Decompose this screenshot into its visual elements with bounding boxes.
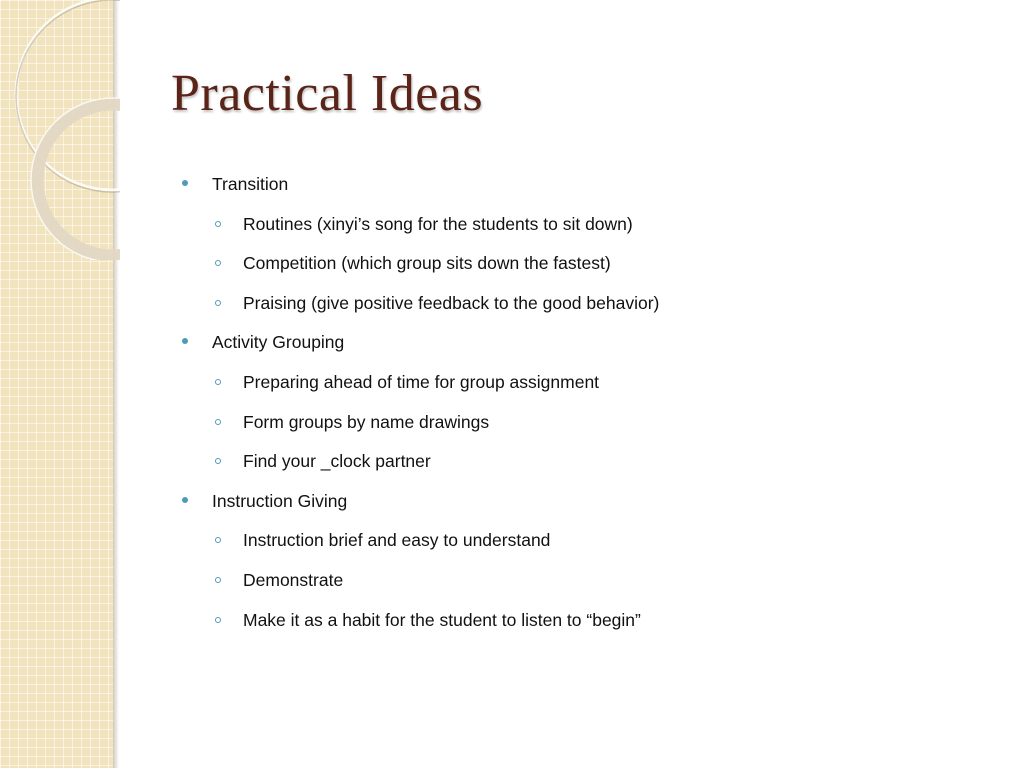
sub-bullet-item	[180, 250, 980, 290]
bullet-ring-icon	[215, 260, 221, 266]
bullet-text: Form groups by name drawings	[243, 411, 490, 432]
decorative-ring-small	[37, 104, 120, 256]
bullet-ring-icon	[215, 458, 221, 464]
decorative-ring-large-shadow	[16, 0, 120, 192]
bullet-text: Instruction Giving	[212, 490, 348, 511]
bullet-ring-icon	[215, 221, 221, 227]
bullet-text: Activity Grouping	[212, 332, 345, 353]
bullet-ring-icon	[215, 617, 221, 623]
bullet-text: Praising (give positive feedback to the good behavior)	[243, 292, 660, 313]
bullet-text: Make it as a habit for the student to listen to “begin”	[243, 609, 641, 630]
sub-bullet-item	[180, 369, 980, 409]
bullet-item	[180, 329, 980, 369]
bullet-text: Demonstrate	[243, 569, 344, 590]
bullet-text: Preparing ahead of time for group assignment	[243, 371, 600, 392]
bullet-ring-icon	[215, 300, 221, 306]
decorative-ring-small-highlight	[31, 98, 120, 260]
decorative-rings-graphic	[0, 0, 120, 260]
bullet-item	[180, 488, 980, 528]
bullet-ring-icon	[215, 419, 221, 425]
bullet-text: Transition	[212, 174, 289, 194]
bullet-ring-icon	[215, 577, 221, 583]
bullet-list	[180, 171, 980, 646]
sub-bullet-item	[180, 211, 980, 251]
bullet-dot-icon	[182, 497, 188, 503]
sub-bullet-item	[180, 567, 980, 607]
slide-title: Practical Ideas	[171, 65, 484, 122]
bullet-text: Routines (xinyi’s song for the students to sit down)	[243, 213, 633, 234]
bullet-dot-icon	[182, 180, 188, 186]
sub-bullet-item	[180, 290, 980, 330]
decorative-ring-large	[16, 0, 120, 190]
sub-bullet-item	[180, 607, 980, 647]
sub-bullet-item	[180, 527, 980, 567]
bullet-text: Instruction brief and easy to understand	[243, 530, 551, 551]
sub-bullet-item	[180, 448, 980, 488]
bullet-text: Find your _clock partner	[243, 451, 431, 472]
bullet-text: Competition (which group sits down the fastest)	[243, 253, 611, 274]
bullet-ring-icon	[215, 537, 221, 543]
bullet-ring-icon	[215, 379, 221, 385]
bullet-dot-icon	[182, 338, 188, 344]
bullet-item	[180, 171, 980, 211]
sub-bullet-item	[180, 409, 980, 449]
